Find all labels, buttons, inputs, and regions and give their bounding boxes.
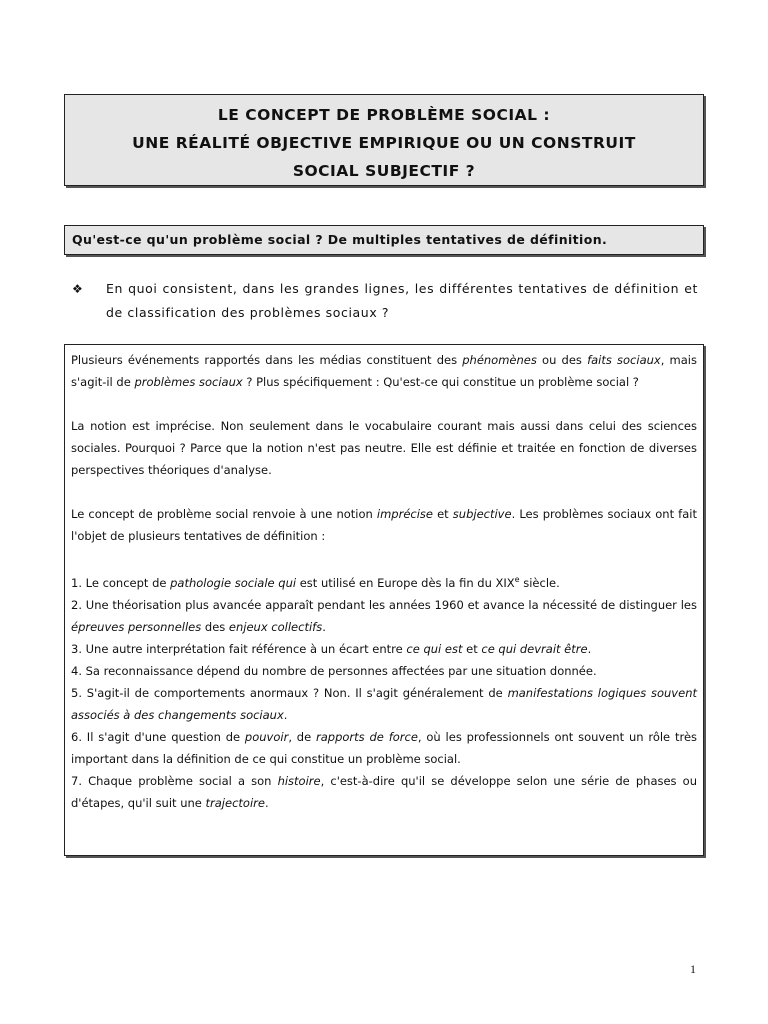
- text-run: Plusieurs événements rapportés dans les médias constituent des: [71, 353, 463, 367]
- text-run: 3. Une autre interprétation fait référence à un écart entre: [71, 641, 407, 656]
- title-line-2: UNE RÉALITÉ OBJECTIVE EMPIRIQUE OU UN CONSTRUIT: [132, 134, 636, 152]
- title-line-3: SOCIAL SUBJECTIF ?: [292, 162, 476, 180]
- text-run: , c'est-à-dire qu'il se développe selon une série de phases ou d'étapes, qu'il suit une: [71, 773, 697, 810]
- italic-term: pathologie sociale qui: [170, 575, 297, 590]
- paragraph-3: [71, 503, 697, 547]
- list-item: [71, 770, 697, 814]
- text-run: , de: [288, 729, 317, 744]
- italic-term: phénomènes: [462, 353, 537, 367]
- text-run: des: [201, 619, 229, 634]
- text-run: 2. Une théorisation plus avancée apparaît pendant les années 1960 et avance la nécessité de distinguer les: [71, 597, 697, 612]
- text-run: . Les problèmes sociaux ont fait l'objet de plusieurs tentatives de définition :: [71, 507, 697, 543]
- guiding-question: [72, 277, 698, 325]
- list-item: [71, 594, 697, 638]
- text-run: , mais s'agit-il de: [71, 353, 697, 389]
- paragraph-2: La notion est imprécise. Non seulement dans le vocabulaire courant mais aussi dans celui des sciences sociales. Pourquoi ? Parce que la notion n'est pas neutre. Elle est définie et traitée en fonction de diverses perspectives théoriques d'analyse.: [71, 419, 697, 477]
- text-run: .: [587, 641, 592, 656]
- text-run: 7. Chaque problème social a son: [71, 773, 278, 788]
- content-box: [64, 344, 704, 856]
- list-item: [71, 682, 697, 726]
- title-line-1: LE CONCEPT DE PROBLÈME SOCIAL :: [217, 106, 551, 124]
- text-run: 6. Il s'agit d'une question de: [71, 729, 245, 744]
- italic-term: manifestations logiques souvent associés à des changements sociaux: [71, 685, 697, 722]
- italic-term: ce qui est: [406, 641, 463, 656]
- italic-term: ce qui devrait être: [481, 641, 588, 656]
- question-text: En quoi consistent, dans les grandes lignes, les différentes tentatives de définition et de classification des problèmes sociaux ?: [106, 281, 698, 320]
- list-item: [71, 660, 697, 682]
- list-item: [71, 569, 697, 594]
- text-run: .: [264, 795, 269, 810]
- text-run: Le concept de problème social renvoie à une notion: [71, 507, 377, 521]
- italic-term: subjective: [452, 507, 512, 521]
- italic-term: pouvoir: [244, 729, 289, 744]
- italic-term: imprécise: [376, 507, 433, 521]
- superscript: e: [514, 575, 520, 584]
- list-item: [71, 726, 697, 770]
- italic-term: épreuves personnelles: [71, 619, 202, 634]
- definition-list: [71, 569, 697, 814]
- text-run: et: [433, 507, 453, 521]
- italic-term: trajectoire: [205, 795, 265, 810]
- text-run: , où les professionnels ont souvent un rôle très important dans la définition de ce qui constitue un problème social.: [71, 729, 698, 766]
- text-run: .: [322, 619, 326, 634]
- text-run: et: [462, 641, 482, 656]
- text-run: 4. Sa reconnaissance dépend du nombre de personnes affectées par une situation donnée.: [71, 663, 597, 678]
- text-run: 1. Le concept de: [71, 575, 171, 590]
- text-run: est utilisé en Europe dès la fin du XIX: [296, 575, 515, 590]
- section-heading: Qu'est-ce qu'un problème social ? De multiples tentatives de définition.: [64, 225, 704, 255]
- italic-term: enjeux collectifs: [228, 619, 323, 634]
- page-number: 1: [690, 962, 696, 976]
- text-run: 5. S'agit-il de comportements anormaux ? Non. Il s'agit généralement de: [71, 685, 508, 700]
- document-title-box: [64, 94, 704, 186]
- italic-term: faits sociaux: [587, 353, 661, 367]
- list-item: [71, 638, 697, 660]
- italic-term: problèmes sociaux: [134, 375, 243, 389]
- text-run: ? Plus spécifiquement : Qu'est-ce qui constitue un problème social ?: [242, 375, 639, 389]
- diamond-bullet-icon: ❖: [72, 282, 84, 296]
- text-run: ou des: [536, 353, 588, 367]
- italic-term: histoire: [277, 773, 321, 788]
- italic-term: rapports de force: [316, 729, 418, 744]
- paragraph-1: [71, 349, 697, 393]
- text-run: siècle.: [519, 575, 560, 590]
- text-run: .: [283, 707, 288, 722]
